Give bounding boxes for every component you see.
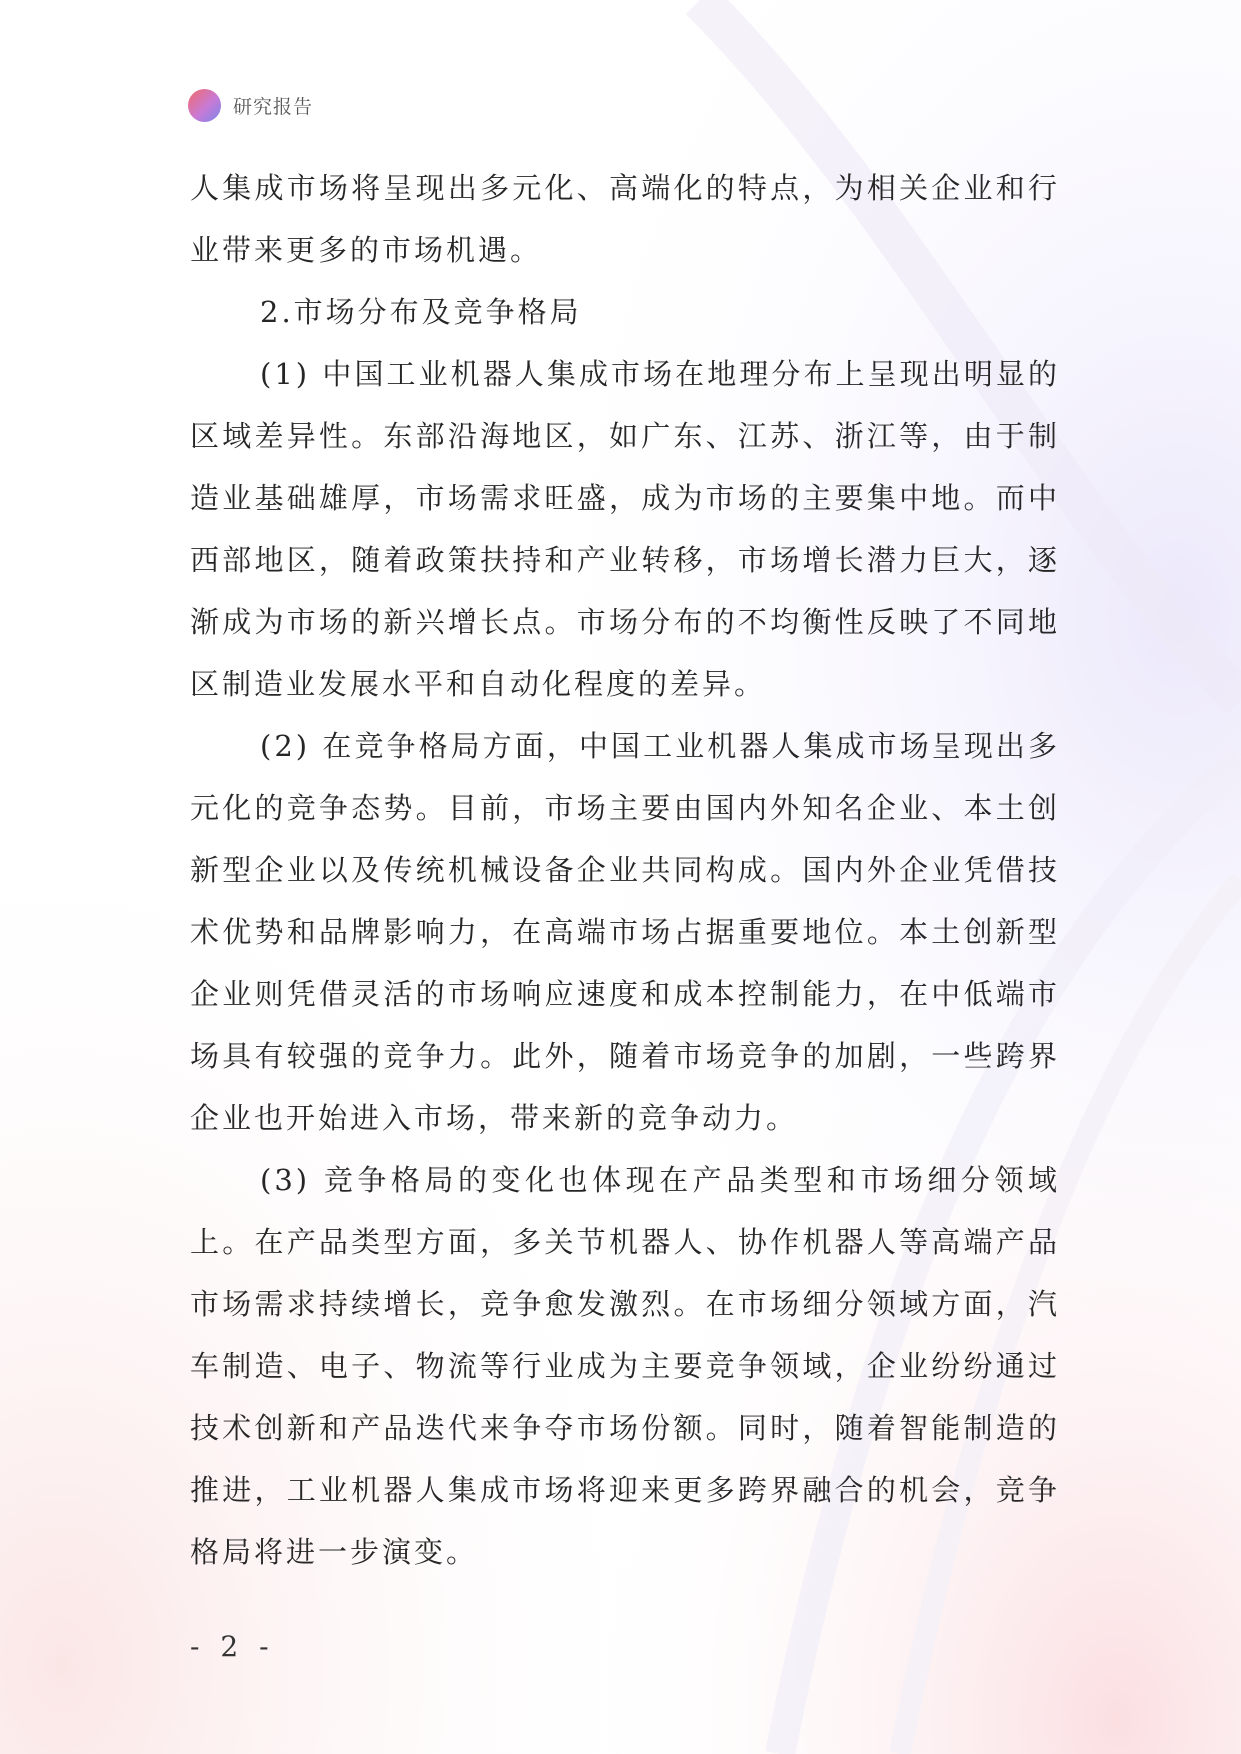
page-number: - 2 - xyxy=(190,1630,275,1663)
paragraph-2: (2) 在竞争格局方面，中国工业机器人集成市场呈现出多元化的竞争态势。目前，市场主要由国内外知名企业、本土创新型企业以及传统机械设备企业共同构成。国内外企业凭借技术优势和品牌影响力，在高端市场占据重要地位。本土创新型企业则凭借灵活的市场响应速度和成本控制能力，在中低端市场具有较强的竞争力。此外，随着市场竞争的加剧，一些跨界企业也开始进入市场，带来新的竞争动力。 xyxy=(190,729,1060,1135)
page-header xyxy=(188,88,313,122)
paragraph-3: (3) 竞争格局的变化也体现在产品类型和市场细分领域上。在产品类型方面，多关节机器人、协作机器人等高端产品市场需求持续增长，竞争愈发激烈。在市场细分领域方面，汽车制造、电子、物流等行业成为主要竞争领域，企业纷纷通过技术创新和产品迭代来争夺市场份额。同时，随着智能制造的推进，工业机器人集成市场将迎来更多跨界融合的机会，竞争格局将进一步演变。 xyxy=(190,1163,1060,1569)
paragraph-continuation: 人集成市场将呈现出多元化、高端化的特点，为相关企业和行业带来更多的市场机遇。 xyxy=(190,171,1060,267)
paragraph-1: (1) 中国工业机器人集成市场在地理分布上呈现出明显的区域差异性。东部沿海地区，如广东、江苏、浙江等，由于制造业基础雄厚，市场需求旺盛，成为市场的主要集中地。而中西部地区，随着政策扶持和产业转移，市场增长潜力巨大，逐渐成为市场的新兴增长点。市场分布的不均衡性反映了不同地区制造业发展水平和自动化程度的差异。 xyxy=(190,357,1060,701)
logo-icon xyxy=(188,89,221,122)
section-heading: 2.市场分布及竞争格局 xyxy=(260,295,582,329)
header-title: 研究报告 xyxy=(233,95,314,118)
document-body xyxy=(190,157,1060,1583)
